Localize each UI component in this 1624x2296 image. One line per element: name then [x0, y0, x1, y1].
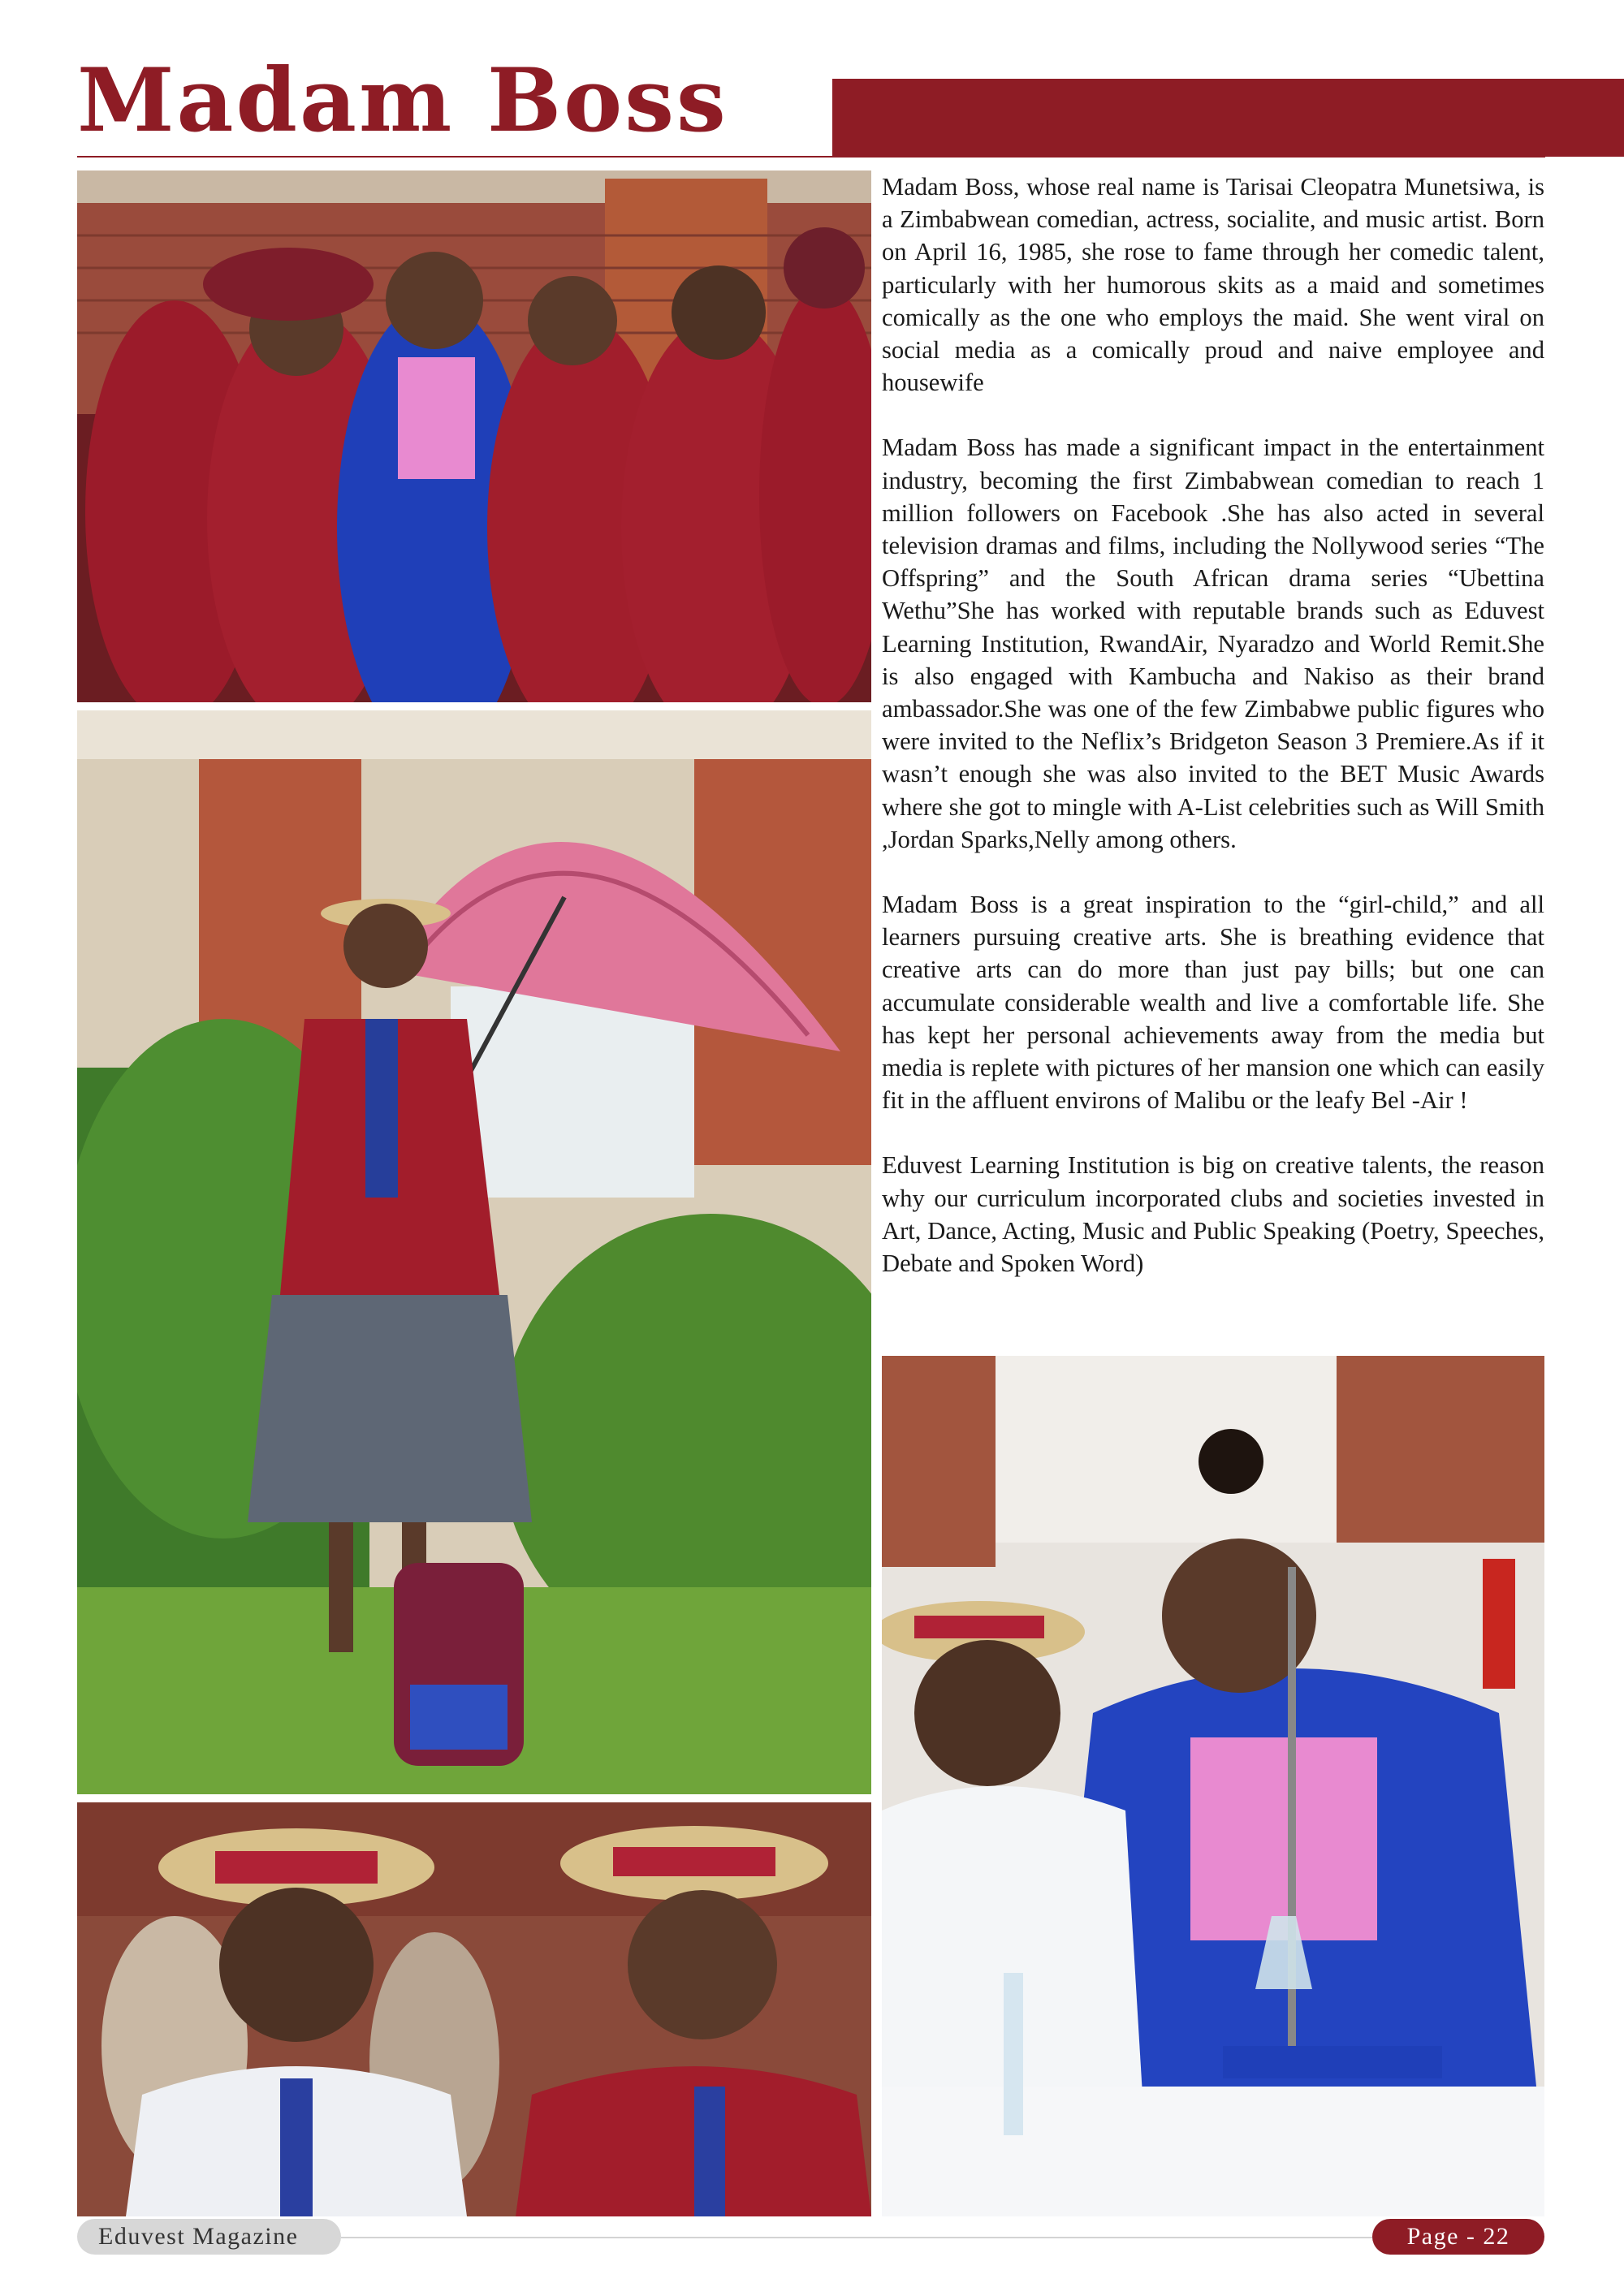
- group-photo: [77, 170, 871, 702]
- article-paragraph-3: Madam Boss is a great inspiration to the “girl-child,” and all learners pursuing creative arts. She is breathing evidence that creative arts can do more than just pay bills; but one can accumulate considerable wealth and live a comfortable life. She has kept her personal achievements away from the media but media is replete with pictures of her mansion one which can easily fit in the affluent environs of Malibu or the leafy Bel -Air !: [882, 891, 1544, 1115]
- article-title: Madam Boss: [77, 50, 728, 152]
- umbrella-photo: [77, 710, 871, 1794]
- article-paragraph-4: Eduvest Learning Institution is big on creative talents, the reason why our curriculum incorporated clubs and societies invested in Art, Dance, Acting, Music and Public Speaking (Poetry, Speeches, Debate and Spoken Word): [882, 1151, 1544, 1278]
- footer-magazine-name: Eduvest Magazine: [77, 2219, 341, 2255]
- title-accent-bar: [832, 79, 1624, 157]
- title-divider: [77, 156, 1545, 158]
- laboratory-photo: [882, 1356, 1544, 2216]
- boater-hats-photo: [77, 1802, 871, 2216]
- article-body: [882, 170, 1544, 1312]
- footer-divider: [341, 2237, 1372, 2238]
- article-paragraph-2: Madam Boss has made a significant impact in the entertainment industry, becoming the first Zimbabwean comedian to reach 1 million followers on Facebook .She has also acted in several television dramas and films, including the Nollywood series “The Offspring” and the South African drama series “Ubettina Wethu”She has worked with reputable brands such as Eduvest Learning Institution, RwandAir, Nyaradzo and World Remit.She is also engaged with Kambucha and Nakiso as their brand ambassador.She was one of the few Zimbabwe public figures who were invited to the Neflix’s Bridgeton Season 3 Premiere.As if it wasn’t enough she was also invited to the BET Music Awards where she got to mingle with A-List celebrities such as Will Smith ,Jordan Sparks,Nelly among others.: [882, 434, 1544, 853]
- article-paragraph-1: Madam Boss, whose real name is Tarisai Cleopatra Munetsiwa, is a Zimbabwean comedian, actress, socialite, and music artist. Born on April 16, 1985, she rose to fame through her comedic talent, particularly with her humorous skits as a maid and sometimes comically as the one who employs the maid. She went viral on social media as a comically proud and naive employee and housewife: [882, 173, 1544, 397]
- footer-page-number: Page - 22: [1372, 2219, 1544, 2255]
